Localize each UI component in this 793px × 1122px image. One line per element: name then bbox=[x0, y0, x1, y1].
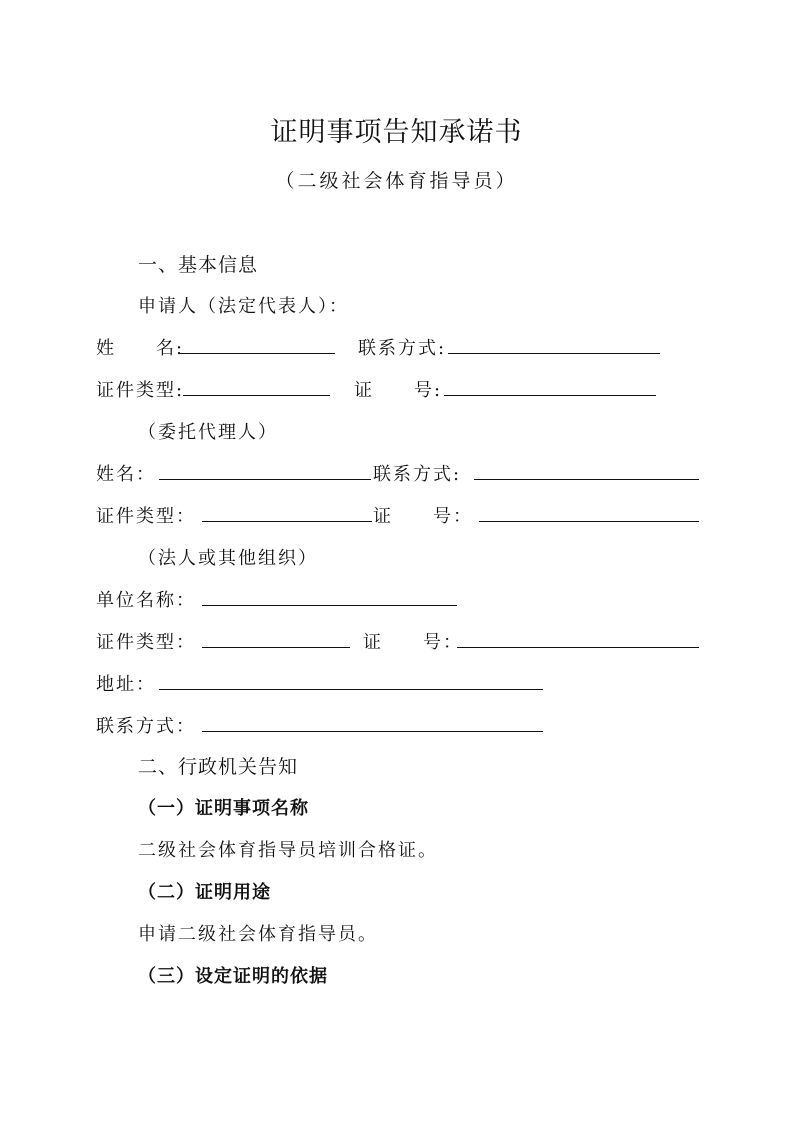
org-heading: （法人或其他组织） bbox=[138, 548, 318, 569]
agent-name-label: 姓名： bbox=[96, 464, 156, 485]
applicant-heading: 申请人（法定代表人）： bbox=[138, 296, 349, 317]
org-address-field[interactable] bbox=[159, 689, 543, 690]
org-unit-label: 单位名称： bbox=[96, 590, 196, 611]
item1-heading: （一）证明事项名称 bbox=[138, 798, 309, 819]
org-id-type-field[interactable] bbox=[202, 647, 350, 648]
org-id-no-field[interactable] bbox=[457, 647, 699, 648]
item1-text: 二级社会体育指导员培训合格证。 bbox=[138, 840, 438, 861]
agent-contact-field[interactable] bbox=[474, 479, 699, 480]
document-subtitle: （二级社会体育指导员） bbox=[275, 170, 518, 192]
agent-name-field[interactable] bbox=[159, 479, 371, 480]
agent-id-no-label: 证 号： bbox=[373, 506, 473, 527]
org-id-no-label: 证 号： bbox=[363, 632, 463, 653]
agent-id-type-label: 证件类型： bbox=[96, 506, 196, 527]
applicant-id-type-field[interactable] bbox=[183, 395, 330, 396]
applicant-id-no-field[interactable] bbox=[444, 395, 656, 396]
agent-id-type-field[interactable] bbox=[202, 521, 372, 522]
org-id-type-label: 证件类型： bbox=[96, 632, 196, 653]
section-notice-heading: 二、行政机关告知 bbox=[138, 756, 299, 778]
section-basic-info-heading: 一、基本信息 bbox=[138, 254, 259, 276]
org-contact-field[interactable] bbox=[202, 731, 543, 732]
applicant-contact-label: 联系方式: bbox=[358, 338, 447, 359]
item3-heading: （三）设定证明的依据 bbox=[138, 966, 328, 987]
applicant-id-type-label: 证件类型: bbox=[96, 380, 185, 401]
agent-id-no-field[interactable] bbox=[479, 521, 699, 522]
applicant-name-field[interactable] bbox=[180, 353, 335, 354]
org-unit-field[interactable] bbox=[202, 605, 457, 606]
applicant-id-no-label: 证 号: bbox=[354, 380, 443, 401]
org-contact-label: 联系方式： bbox=[96, 716, 196, 737]
agent-heading: （委托代理人） bbox=[138, 422, 278, 443]
org-address-label: 地址： bbox=[96, 674, 156, 695]
document-title: 证明事项告知承诺书 bbox=[270, 117, 523, 148]
agent-contact-label: 联系方式: bbox=[373, 464, 462, 485]
item2-text: 申请二级社会体育指导员。 bbox=[138, 924, 378, 945]
applicant-contact-field[interactable] bbox=[448, 353, 660, 354]
item2-heading: （二）证明用途 bbox=[138, 882, 271, 903]
applicant-name-label: 姓 名: bbox=[96, 338, 185, 359]
